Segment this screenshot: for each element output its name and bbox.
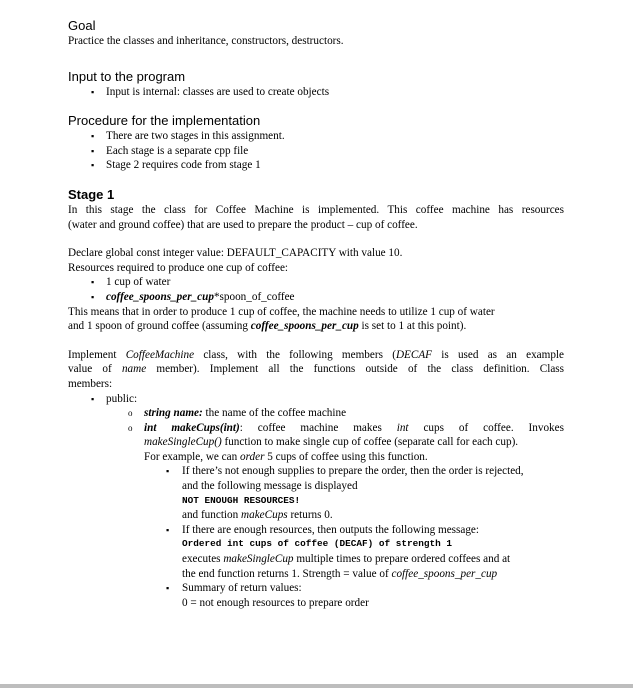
means-text: This means that in order to produce 1 cup of coffee, the machine needs to utilize 1 cup of water and 1 spoon of ground coffee (assuming coffee_spoons_per_cup is set to 1 at this point). bbox=[68, 305, 495, 333]
implement-text: Implement CoffeeMachine class, with the following members (DECAF is used as an example value of name member). Implement all the functions outside of the class definition. Class members: bbox=[68, 348, 565, 390]
summary-item: ▪ Summary of return values: bbox=[68, 581, 564, 596]
procedure-heading: Procedure for the implementation bbox=[68, 113, 261, 129]
stage1-intro: In this stage the class for Coffee Machine is implemented. This coffee machine has resources (water and ground coffee) that are used to prepare the product – cup of coffee. bbox=[68, 203, 564, 231]
resource-item: ▪ coffee_spoons_per_cup*spoon_of_coffee bbox=[68, 290, 564, 305]
stage1-heading: Stage 1 bbox=[68, 186, 115, 202]
resource-item: ▪ 1 cup of water bbox=[68, 275, 564, 290]
member-makecups: o int makeCups(int): coffee machine makes int cups of coffee. Invokes bbox=[128, 421, 564, 434]
declare-text: Declare global const integer value: DEFAULT_CAPACITY with value 10. bbox=[68, 247, 403, 260]
procedure-bullet: ▪ There are two stages in this assignment. bbox=[68, 129, 564, 144]
input-heading: Input to the program bbox=[68, 68, 186, 84]
resources-text: Resources required to produce one cup of coffee: bbox=[68, 261, 289, 274]
page-bottom-border bbox=[0, 684, 633, 688]
procedure-bullet: ▪ Each stage is a separate cpp file bbox=[68, 144, 564, 159]
goal-heading: Goal bbox=[68, 18, 96, 33]
member-name: o string name: the name of the coffee machine bbox=[128, 407, 347, 420]
document-page: Goal Practice the classes and inheritance, constructors, destructors. Input to the program ▪ Input is internal: classes are used to create objects Procedure for the implementation ▪ There are two stages in this assignment. ▪ Each stage is a separate cpp file ▪ Stage 2 requires code from stage 1 Stage 1 In this stage the class for Coffee Machine is implemented. This coffee machine has resources (water and ground coffee) that are used to prepare the product – cup of coffee. Declare global const integer value: DEFAULT_CAPACITY with value 10. Resources required to produce one cup of coffee: ▪ 1 cup of water ▪ coffee_spoons_per_cup*spoon_of_coffee This means that in order to produce 1 cup of coffee, the machine needs to utilize 1 cup of water and 1 spoon of ground coffee (assuming coffee_spoons_per_cup is set to 1 at this point). Implement CoffeeMachine class, with the following members (DECAF is used as an example value of name member). Implement all the functions outside of the class definition. Class members: ▪ public: o string name: the name of the coffee machine o int makeCups(int): coffee machine makes int cups of coffee. Invokes makeSingleCup() function to make single cup of coffee (separate call for each cup). For example, we can order 5 cups of coffee using this function. ▪ If there’s not enough supplies to prepare the order, then the order is rejected, and the following message is displayed NOT ENOUGH RESOURCES! and function makeCups returns 0. ▪ If there are enough resources, then outputs the following message: Ordered int cups of coffee (DECAF) of strength 1 executes makeSingleCup multiple times to prepare ordered coffees and at the end function returns 1. Strength = value of coffee_spoons_per_cup ▪ Summary of return values: 0 = not enough resources to prepare order bbox=[68, 0, 564, 610]
case-not-enough: ▪ If there’s not enough supplies to prepare the order, then the order is rejected, bbox=[68, 464, 564, 479]
goal-text: Practice the classes and inheritance, constructors, destructors. bbox=[68, 35, 344, 47]
case-enough: ▪ If there are enough resources, then outputs the following message: bbox=[68, 523, 564, 538]
procedure-bullet: ▪ Stage 2 requires code from stage 1 bbox=[68, 158, 564, 173]
code-not-enough: NOT ENOUGH RESOURCES! bbox=[182, 494, 301, 506]
input-bullet: ▪ Input is internal: classes are used to create objects bbox=[68, 85, 564, 100]
code-ordered: Ordered int cups of coffee (DECAF) of strength 1 bbox=[182, 538, 453, 550]
summary-value: 0 = not enough resources to prepare order bbox=[182, 596, 369, 609]
public-label: ▪ public: bbox=[68, 392, 564, 407]
